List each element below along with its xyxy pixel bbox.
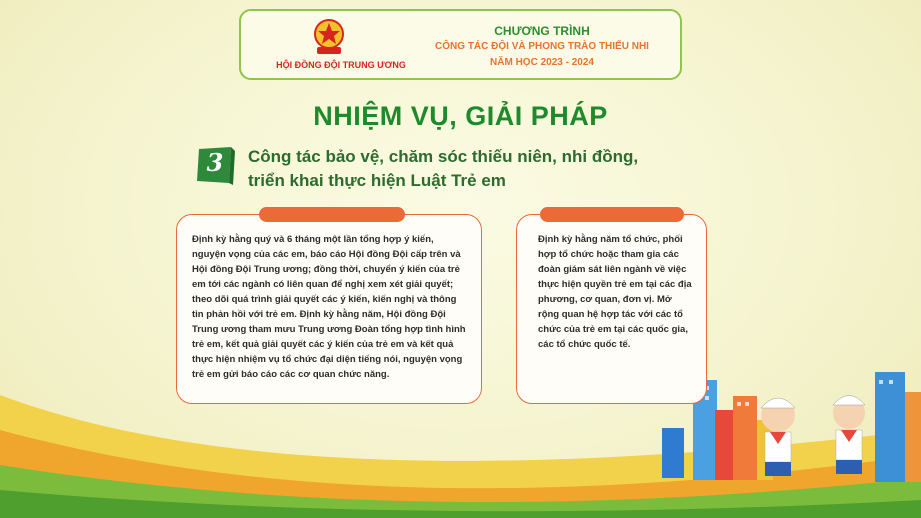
card-1-text: Định kỳ hằng quý và 6 tháng một lần tổng hợp ý kiến, nguyện vọng của các em, báo cáo Hội đồng Đội cấp trên và Hội đồng Đội Trung ương; đồng thời, chuyển ý kiến của trẻ em tới các ngành có liên quan để nghị xem xét giải quyết; theo dõi quá trình giải quyết các ý kiến, kiến nghị và thông tin phản hồi với trẻ em. Định kỳ hằng năm, Hội đồng Đội Trung ương tham mưu Trung ương Đoàn tổng hợp tình hình trẻ em, kết quả giải quyết các ý kiến của trẻ em và kết quả thực hiện nhiệm vụ tổ chức đại diện tiếng nói, nguyện vọng trẻ em gửi báo cáo các cơ quan chức năng. bbox=[192, 234, 466, 380]
program-title bbox=[407, 23, 677, 71]
section-number: 3 bbox=[206, 148, 224, 177]
program-header bbox=[239, 9, 682, 80]
section-heading bbox=[248, 145, 718, 193]
kids-illustration bbox=[761, 396, 865, 477]
info-card-1 bbox=[176, 214, 482, 404]
info-card-2 bbox=[516, 214, 707, 404]
card-2-tab bbox=[540, 207, 684, 222]
section-heading-line-1: Công tác bảo vệ, chăm sóc thiếu niên, nhi đồng, bbox=[248, 147, 639, 166]
program-line-2: CÔNG TÁC ĐỘI VÀ PHONG TRÀO THIẾU NHI bbox=[435, 41, 649, 52]
section-heading-line-2: triển khai thực hiện Luật Trẻ em bbox=[248, 171, 506, 190]
card-1-tab bbox=[259, 207, 405, 222]
org-name: HỘI ĐỒNG ĐỘI TRUNG ƯƠNG bbox=[276, 60, 406, 70]
youth-union-logo-icon bbox=[311, 17, 347, 57]
card-2-text: Định kỳ hằng năm tổ chức, phối hợp tổ chức hoặc tham gia các đoàn giám sát liên ngành về việc thực hiện quyền trẻ em tại các địa phương, cơ quan, đơn vị. Mở rộng quan hệ hợp tác với các tổ chức của trẻ em tại các quốc gia, các tổ chức quốc tế. bbox=[538, 234, 692, 350]
page-title: NHIỆM VỤ, GIẢI PHÁP bbox=[313, 101, 608, 131]
program-line-3: NĂM HỌC 2023 - 2024 bbox=[490, 57, 594, 68]
program-line-1: CHƯƠNG TRÌNH bbox=[494, 24, 590, 38]
